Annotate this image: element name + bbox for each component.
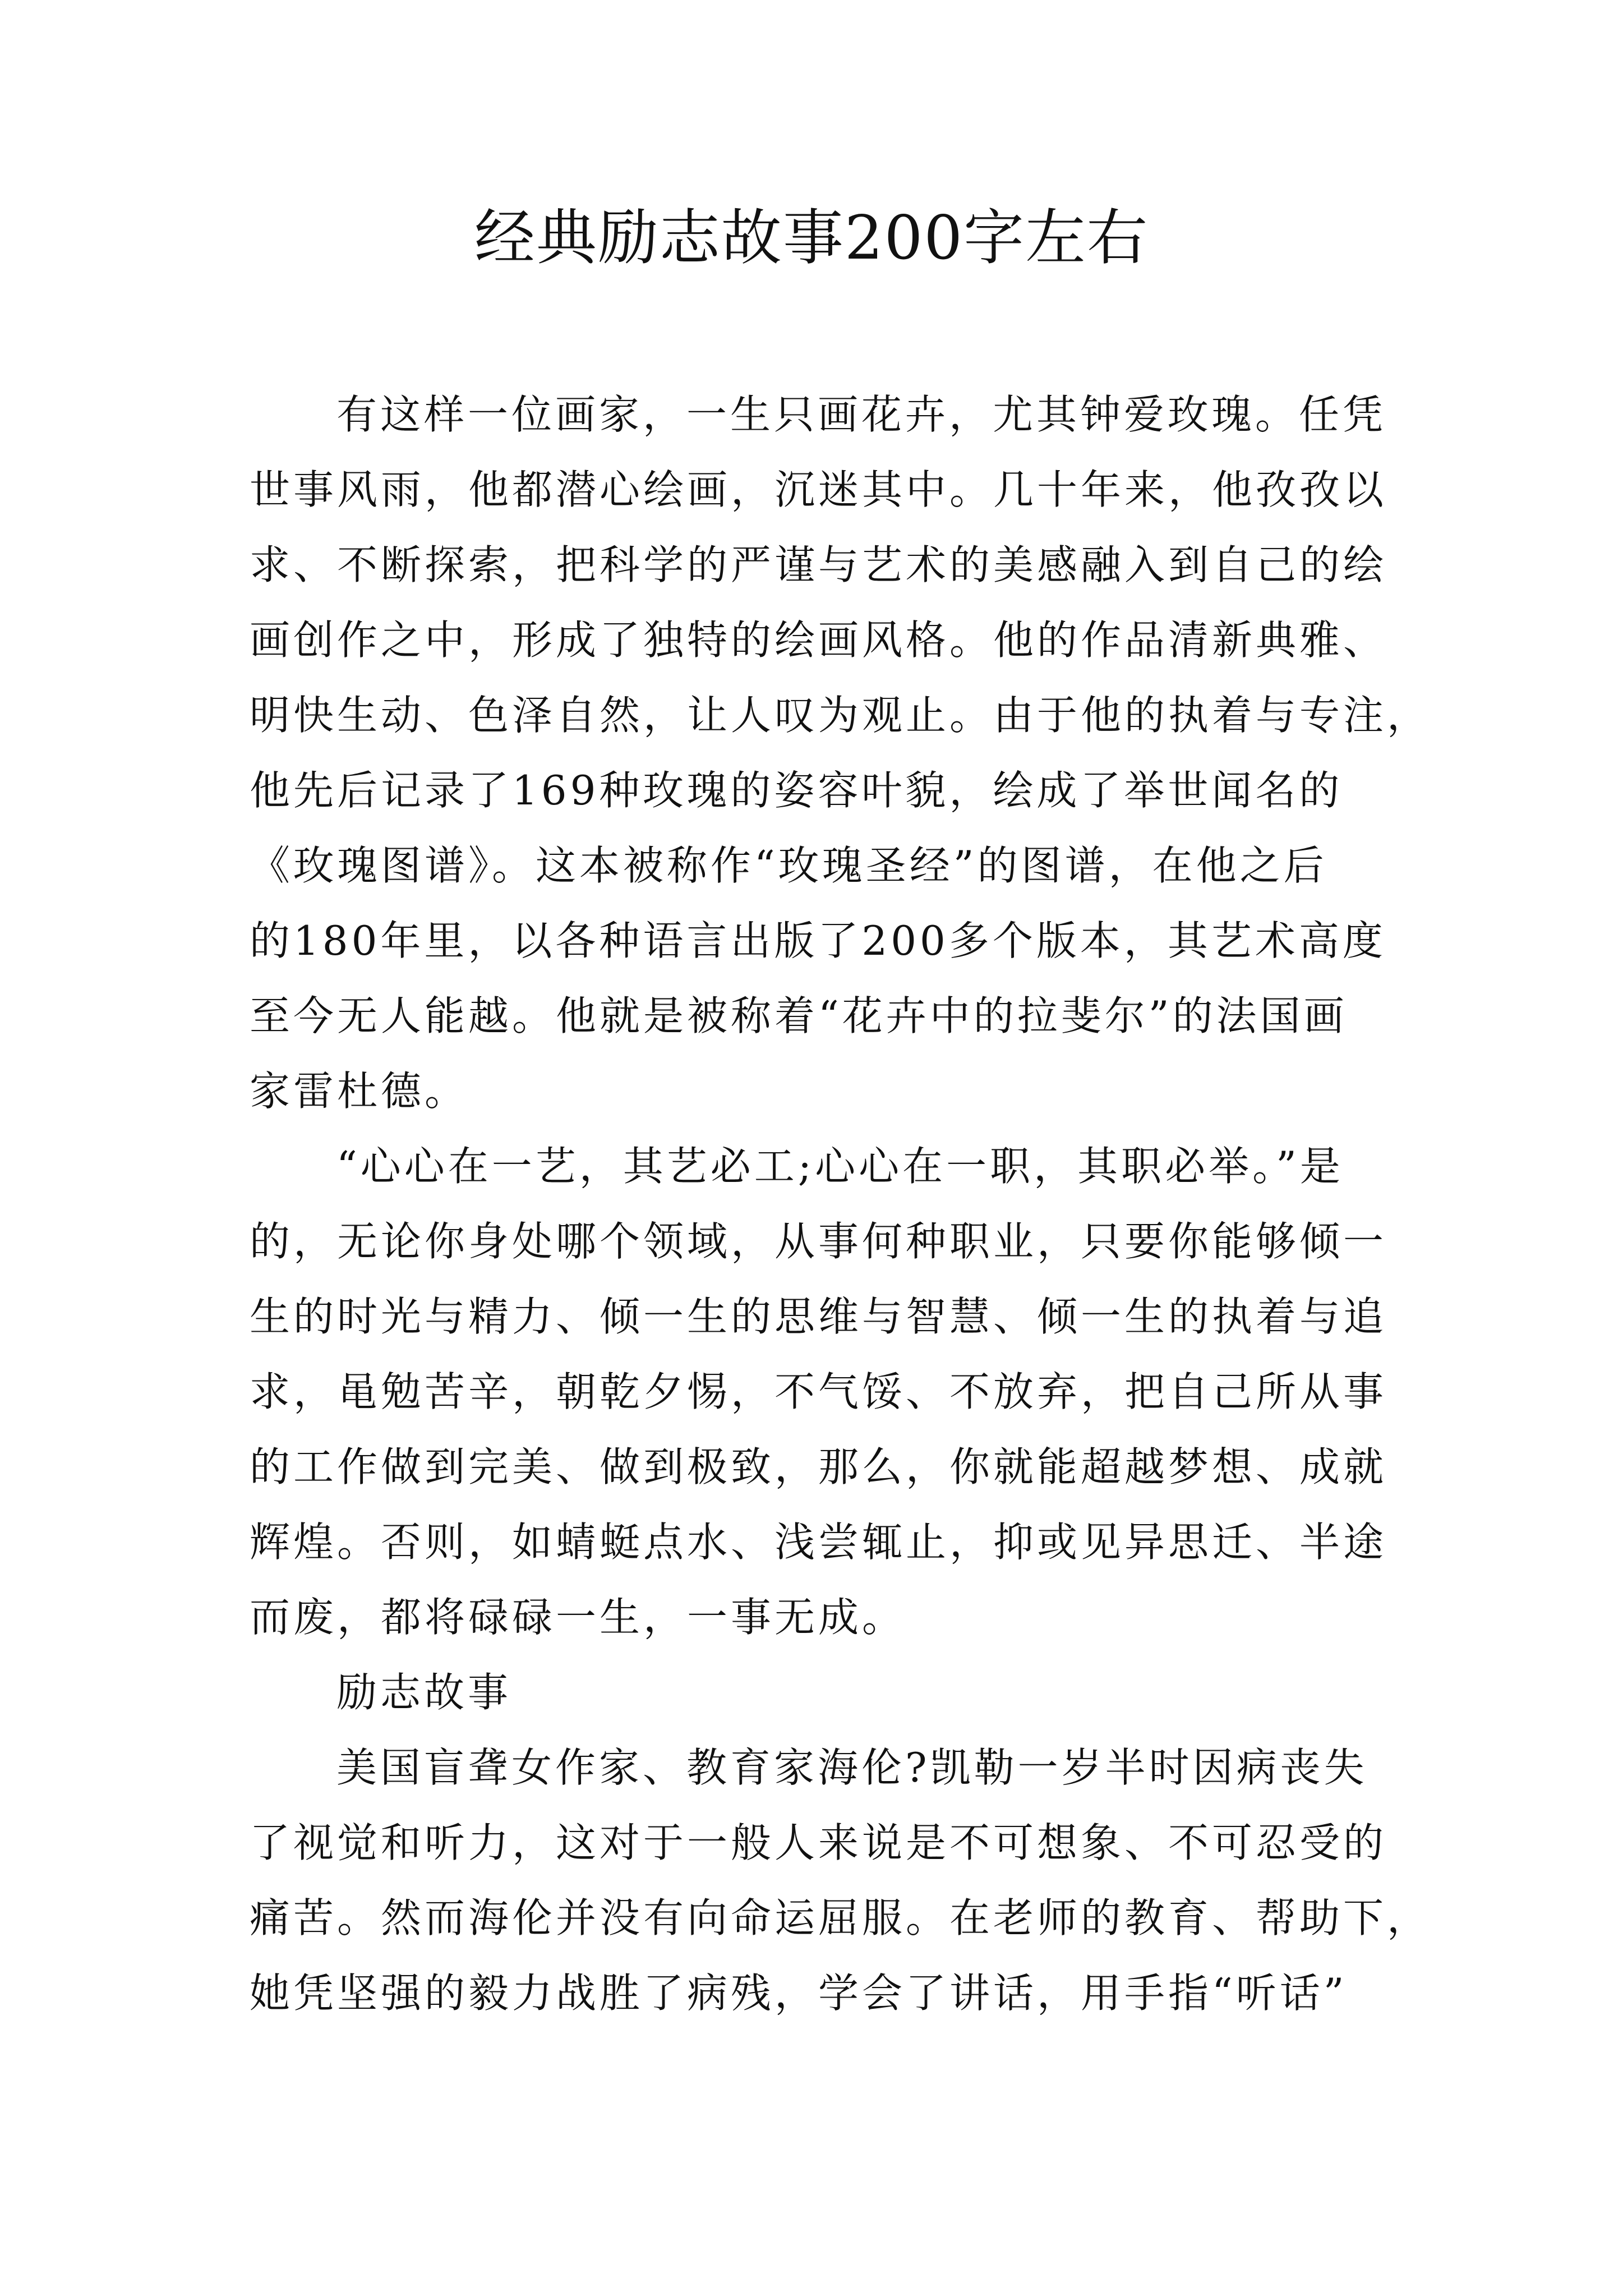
text-line: 了视觉和听力，这对于一般人来说是不可想象、不可忍受的: [250, 1819, 1387, 1866]
section-heading: 励志故事: [336, 1669, 512, 1716]
text-line: 至今无人能越。他就是被称着“花卉中的拉斐尔”的法国画: [250, 992, 1348, 1039]
text-line: 生的时光与精力、倾一生的思维与智慧、倾一生的执着与追: [250, 1293, 1387, 1340]
text-line: “心心在一艺，其艺必工;心心在一职，其职必举。”是: [336, 1143, 1344, 1190]
text-line: 画创作之中，形成了独特的绘画风格。他的作品清新典雅、: [250, 616, 1387, 664]
text-line: 而废，都将碌碌一生，一事无成。: [250, 1594, 906, 1641]
text-line: 痛苦。然而海伦并没有向命运屈服。在老师的教育、帮助下，: [250, 1894, 1431, 1941]
text-line: 求，黾勉苦辛，朝乾夕惕，不气馁、不放弃，把自己所从事: [250, 1368, 1387, 1415]
text-line: 世事风雨，他都潜心绘画，沉迷其中。几十年来，他孜孜以: [250, 466, 1387, 513]
text-line: 的180年里，以各种语言出版了200多个版本，其艺术高度: [250, 917, 1386, 964]
document-title: 经典励志故事200字左右: [474, 203, 1149, 273]
text-line: 有这样一位画家，一生只画花卉，尤其钟爱玫瑰。任凭: [336, 391, 1387, 438]
text-line: 明快生动、色泽自然，让人叹为观止。由于他的执着与专注，: [250, 692, 1431, 739]
text-line: 求、不断探索，把科学的严谨与艺术的美感融入到自己的绘: [250, 541, 1387, 588]
text-line: 的工作做到完美、做到极致，那么，你就能超越梦想、成就: [250, 1443, 1387, 1490]
text-line: 辉煌。否则，如蜻蜓点水、浅尝辄止，抑或见异思迁、半途: [250, 1519, 1387, 1566]
document-body: [250, 377, 1431, 2031]
text-line: 的，无论你身处哪个领域，从事何种职业，只要你能够倾一: [250, 1218, 1387, 1265]
text-line: 《玫瑰图谱》。这本被称作“玫瑰圣经”的图谱，在他之后: [250, 842, 1327, 889]
text-line: 他先后记录了169种玫瑰的姿容叶貌，绘成了举世闻名的: [250, 767, 1343, 814]
text-line: 美国盲聋女作家、教育家海伦?凯勒一岁半时因病丧失: [336, 1744, 1368, 1791]
text-line: 家雷杜德。: [250, 1068, 469, 1115]
text-line: 她凭坚强的毅力战胜了病残，学会了讲话，用手指“听话”: [250, 1970, 1348, 2017]
